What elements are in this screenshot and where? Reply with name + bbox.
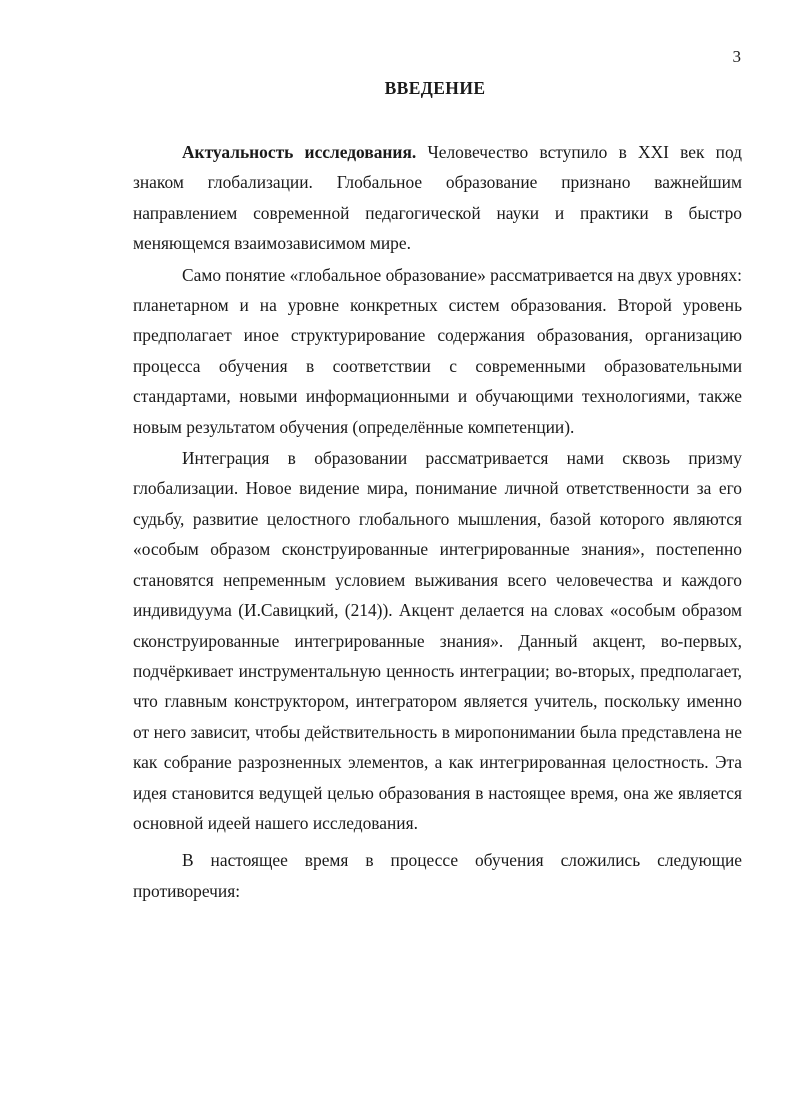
paragraph-global-education: Само понятие «глобальное образование» рассматривается на двух уровнях: планетарном и на уровне конкретных систем образования. Второй уровень предполагает иное структурирование содержания образования, организацию процесса обучения в соответствии с современными образовательными стандартами, новыми информационными и обучающими технологиями, также новым результатом обучения (определённые компетенции).: [133, 264, 742, 437]
page-number: 3: [732, 47, 741, 66]
paragraph-body: Человечество вступило в XXI век под знаком глобализации. Глобальное образование признано важнейшим направлением современной педагогической науки и практики в быстро меняющемся взаимозависимом мире.: [133, 142, 743, 254]
paragraph-lead: Актуальность исследования.: [182, 142, 417, 162]
paragraph-integration: Интеграция в образовании рассматривается нами сквозь призму глобализации. Новое видение мира, понимание личной ответственности за его судьбу, развитие целостного глобального мышления, базой которого являются «особым образом сконструированные интегрированные знания», постепенно становятся непременным условием выживания всего человечества и каждого индивидуума (И.Савицкий, (214)). Акцент делается на словах «особым образом сконструированные интегрированные знания». Данный акцент, во-первых, подчёркивает инструментальную ценность интеграции; во-вторых, предполагает, что главным конструктором, интегратором является учитель, поскольку именно от него зависит, чтобы действительность в миропонимании была представлена не как собрание разрозненных элементов, а как интегрированная целостность. Эта идея становится ведущей целью образования в настоящее время, она же является основной идеей нашего исследования.: [133, 448, 742, 833]
page-title: ВВЕДЕНИЕ: [384, 78, 486, 98]
paragraph-relevance: [133, 137, 742, 259]
paragraph-contradictions: В настоящее время в процессе обучения сложились следующие противоречия:: [133, 850, 742, 901]
body-text: [133, 137, 742, 906]
